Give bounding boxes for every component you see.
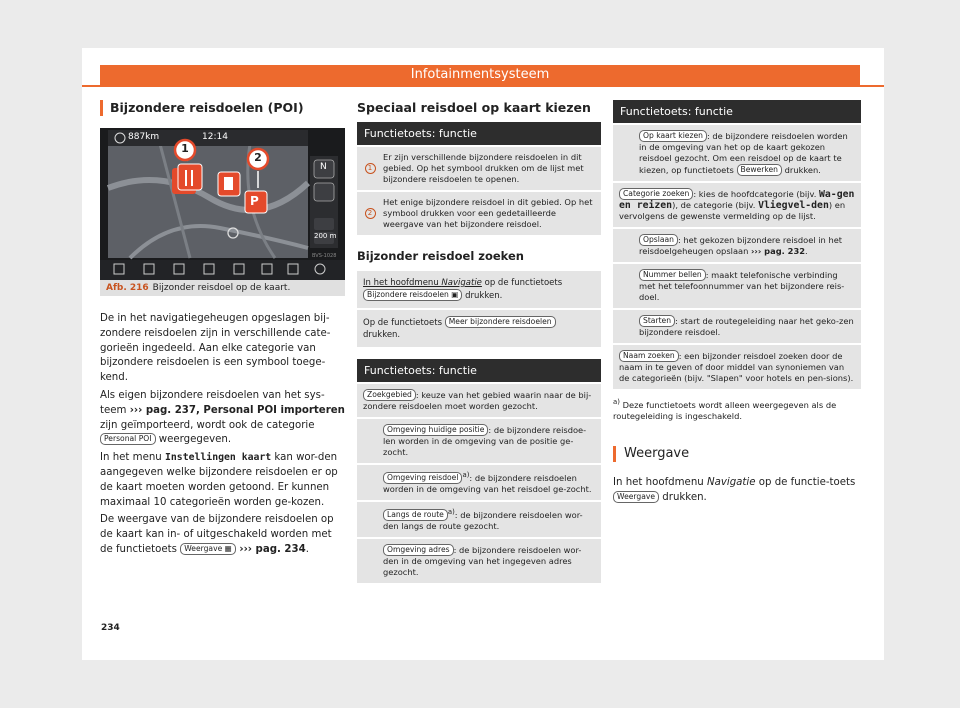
table-row: Omgeving huidige positie : de bijzondere reisdoe-len worden in de omgeving van de positie ge-zocht. bbox=[357, 417, 601, 463]
table-row: Op kaart kiezen : de bijzondere reisdoelen worden in de omgeving van het op de kaart gekozen reisdoel gezocht. Om een reisdoel op de kaart te kiezen, op functietoets Bewerken drukken. bbox=[613, 123, 861, 181]
header-rule bbox=[82, 85, 884, 87]
column-2 bbox=[357, 100, 601, 583]
table-row: Omgeving reisdoel $^{a)}$: de bijzondere reisdoelen worden in de omgeving van het reisdoel ge-zocht. bbox=[357, 463, 601, 500]
scale-label: 200 m bbox=[314, 232, 337, 240]
opslaan-button[interactable]: Opslaan bbox=[639, 234, 678, 246]
paragraph-1: De in het navigatiegeheugen opgeslagen bij-zondere reisdoelen zijn in verschillende cate-gorieën ingedeeld. Aan elke categorie van bijzondere reisdoelen is een symbool toege-kend. bbox=[100, 313, 331, 384]
body-text-col1 bbox=[100, 312, 345, 558]
figure-label: Afb. 216 bbox=[106, 283, 149, 293]
poi-parking-letter: P bbox=[250, 194, 259, 208]
footnote: $^{a)}$ Deze functietoets wordt alleen weergegeven als de routegeleiding is ingeschakeld. bbox=[613, 398, 837, 421]
navigation-screenshot bbox=[100, 128, 345, 280]
table-row: 1 Er zijn verschillende bijzondere reisdoelen in dit gebied. Op het symbool drukken om de lijst met bijzondere reisdoelen te openen. bbox=[357, 145, 601, 190]
column-3 bbox=[613, 100, 861, 505]
section-title-poi: Bijzondere reisdoelen (POI) bbox=[100, 100, 345, 116]
table-row: Categorie zoeken : kies de hoofdcategorie (bijv. Wa-gen en reizen), de categorie (bijv. Vliegvel-den) en vervolgens de gewenste vermelding op de lijst. bbox=[613, 181, 861, 227]
section-title-weergave: Weergave bbox=[613, 446, 861, 462]
table1-header: Functietoets: functie bbox=[357, 122, 601, 145]
table-row: Naam zoeken : een bijzonder reisdoel zoeken door de naam in te geven of door middel van synoniemen van de categorieën (bijv. "Slapen" voor hotels en pen-sions). bbox=[613, 343, 861, 389]
callout-2-label: 2 bbox=[254, 151, 262, 164]
table-row: 2 Het enige bijzondere reisdoel in dit gebied. Op het symbool drukken voor een gedetailleerde weergave van het bijzondere reisdoel. bbox=[357, 190, 601, 235]
table-row: Nummer bellen : maakt telefonische verbinding met het telefoonnummer van het bijzondere reis-doel. bbox=[613, 262, 861, 308]
figure-code: BVS-1028 bbox=[312, 253, 337, 259]
omgeving-positie-button[interactable]: Omgeving huidige positie bbox=[383, 424, 488, 436]
column-1 bbox=[100, 100, 345, 561]
meer-bijzondere-reisdoelen-button[interactable]: Meer bijzondere reisdoelen bbox=[445, 316, 556, 328]
row-number-2: 2 bbox=[365, 208, 376, 219]
weergave-button[interactable]: Weergave ▦ bbox=[180, 543, 236, 555]
langs-route-button[interactable]: Langs de route bbox=[383, 509, 448, 521]
bijzondere-reisdoelen-button[interactable]: Bijzondere reisdoelen ▣ bbox=[363, 289, 462, 301]
table3-header: Functietoets: functie bbox=[613, 100, 861, 123]
categorie-zoeken-button[interactable]: Categorie zoeken bbox=[619, 188, 693, 200]
weergave-function-button[interactable]: Weergave bbox=[613, 491, 659, 503]
omgeving-reisdoel-button[interactable]: Omgeving reisdoel bbox=[383, 472, 462, 484]
naam-zoeken-button[interactable]: Naam zoeken bbox=[619, 350, 679, 362]
table-row: Langs de route $^{a)}$: de bijzondere reisdoelen wor-den langs de route gezocht. bbox=[357, 500, 601, 537]
row-number-1: 1 bbox=[365, 163, 376, 174]
table-row: Opslaan : het gekozen bijzondere reisdoel in het reisdoelgeheugen opslaan ››› pag. 232. bbox=[613, 227, 861, 262]
nummer-bellen-button[interactable]: Nummer bellen bbox=[639, 269, 706, 281]
section-title-kaart: Speciaal reisdoel op kaart kiezen bbox=[357, 100, 591, 115]
figure-caption-text: Bijzonder reisdoel op de kaart. bbox=[152, 283, 291, 293]
table-row: Starten : start de routegeleiding naar het geko-zen bijzondere reisdoel. bbox=[613, 308, 861, 343]
figure-caption bbox=[100, 280, 345, 296]
omgeving-adres-button[interactable]: Omgeving adres bbox=[383, 544, 454, 556]
starten-button[interactable]: Starten bbox=[639, 315, 675, 327]
paragraph-2: Als eigen bijzondere reisdoelen van het sys-teem ››› pag. 237, Personal POI importeren zijn geïmporteerd, wordt ook de categorie Personal POI weergegeven. bbox=[100, 389, 345, 446]
link-page-232[interactable]: ››› pag. 232 bbox=[751, 246, 805, 256]
table-row: Omgeving adres : de bijzondere reisdoelen wor-den in de omgeving van het ingegeven adres gezocht. bbox=[357, 537, 601, 583]
map-view-icon: ▦ bbox=[224, 543, 232, 553]
bewerken-button[interactable]: Bewerken bbox=[737, 164, 783, 176]
personal-poi-button[interactable]: Personal POI bbox=[100, 433, 156, 445]
page-number: 234 bbox=[101, 623, 120, 633]
compass-label: N bbox=[320, 162, 327, 172]
menu-name-settings: Instellingen kaart bbox=[165, 452, 272, 464]
poi-icon: ▣ bbox=[451, 290, 459, 299]
weergave-paragraph: In het hoofdmenu Navigatie op de functie-toets Weergave drukken. bbox=[613, 476, 856, 503]
subsection-title-zoeken: Bijzonder reisdoel zoeken bbox=[357, 249, 524, 263]
table2-header: Functietoets: functie bbox=[357, 359, 601, 382]
link-page-234[interactable]: ››› pag. 234 bbox=[235, 543, 306, 555]
link-personal-poi[interactable]: ››› pag. 237, Personal POI importeren bbox=[129, 404, 345, 416]
callout-1-label: 1 bbox=[181, 142, 189, 155]
paragraph-4: De weergave van de bijzondere reisdoelen op de kaart kan in- of uitgeschakeld worden met de functietoets Weergave ▦ ››› pag. 234. bbox=[100, 514, 334, 555]
instruction-1: In het hoofdmenu Navigatie op de functietoets Bijzondere reisdoelen ▣ drukken. bbox=[357, 271, 601, 308]
instruction-2: Op de functietoets Meer bijzondere reisdoelen drukken. bbox=[357, 310, 601, 347]
paragraph-3: In het menu Instellingen kaart kan wor-den aangegeven welke bijzondere reisdoelen er op de kaart moeten worden getoond. Er kunnen maximaal 10 categorieën worden ge-kozen. bbox=[100, 452, 338, 508]
running-header: Infotainmentsysteem bbox=[100, 65, 860, 85]
map-distance: 887km bbox=[128, 132, 160, 142]
map-image bbox=[100, 128, 345, 280]
zoekgebied-button[interactable]: Zoekgebied bbox=[363, 389, 416, 401]
map-time: 12:14 bbox=[202, 132, 228, 142]
op-kaart-kiezen-button[interactable]: Op kaart kiezen bbox=[639, 130, 707, 142]
table-row: Zoekgebied : keuze van het gebied waarin naar de bij-zondere reisdoelen moet worden gezocht. bbox=[357, 382, 601, 417]
